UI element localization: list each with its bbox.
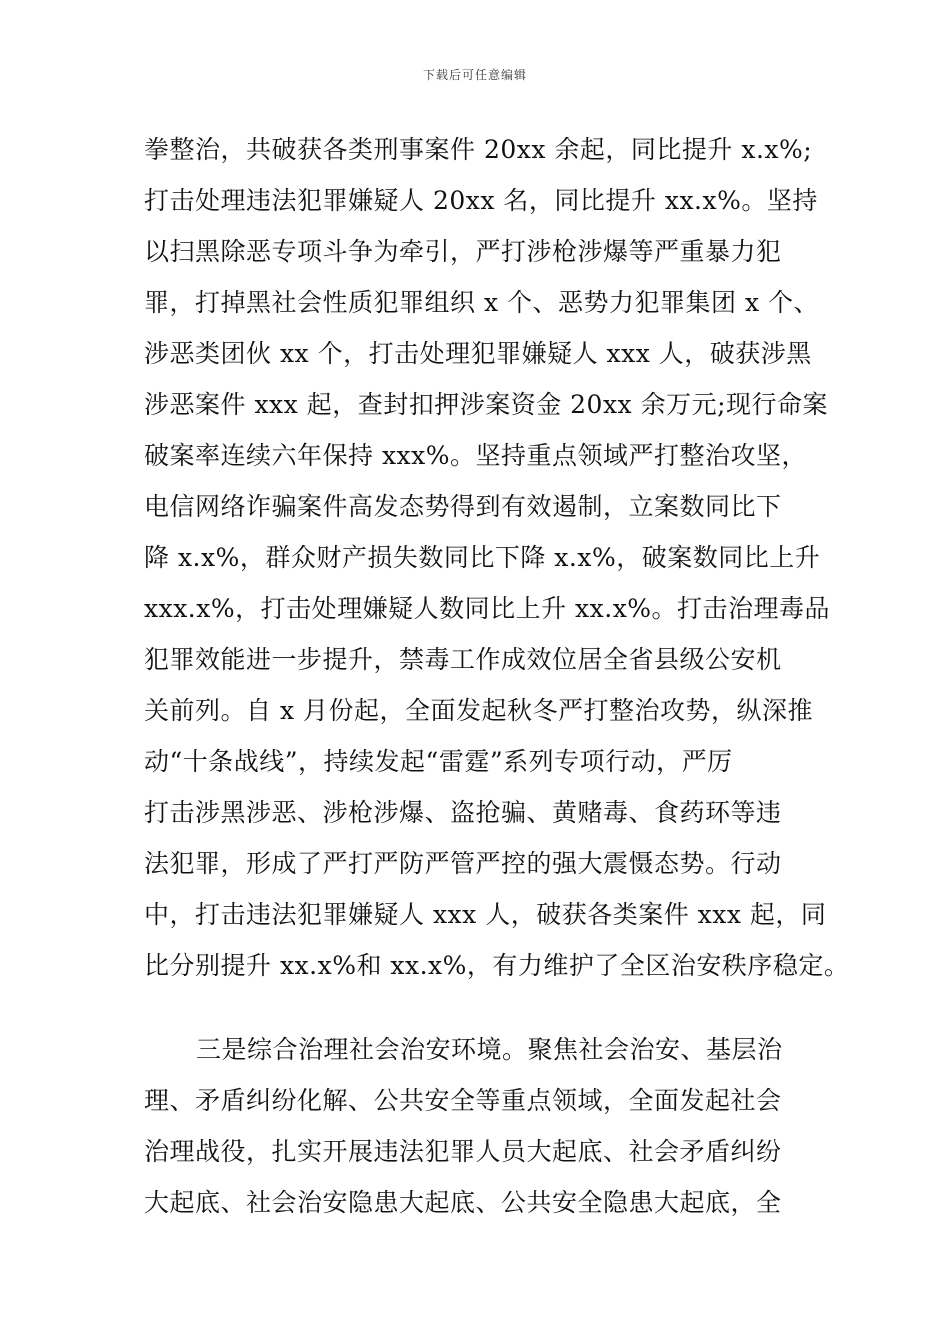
text-line: 治理战役，扎实开展违法犯罪人员大起底、社会矛盾纠纷 xyxy=(144,1137,782,1166)
text-line: 破案率连续六年保持 xxx%。坚持重点领域严打整治攻坚， xyxy=(144,441,808,470)
text-line: 降 x.x%，群众财产损失数同比下降 x.x%，破案数同比上升 xyxy=(144,543,821,572)
text-line: 打击处理违法犯罪嫌疑人 20xx 名，同比提升 xx.x%。坚持 xyxy=(144,186,818,215)
text-line: 涉恶案件 xxx 起，查封扣押涉案资金 20xx 余万元;现行命案 xyxy=(144,390,829,419)
text-line: 罪，打掉黑社会性质犯罪组织 x 个、恶势力犯罪集团 x 个、 xyxy=(144,288,819,317)
text-line: 犯罪效能进一步提升，禁毒工作成效位居全省县级公安机 xyxy=(144,645,782,674)
page-header-note: 下载后可任意编辑 xyxy=(422,68,527,82)
text-line: 理、矛盾纠纷化解、公共安全等重点领域，全面发起社会 xyxy=(144,1086,782,1115)
text-line: xxx.x%，打击处理嫌疑人数同比上升 xx.x%。打击治理毒品 xyxy=(144,594,831,623)
text-line: 涉恶类团伙 xx 个，打击处理犯罪嫌疑人 xxx 人，破获涉黑 xyxy=(144,339,812,368)
text-line: 关前列。自 x 月份起，全面发起秋冬严打整治攻势，纵深推 xyxy=(144,696,813,725)
body-paragraph xyxy=(144,1024,810,1228)
text-line: 电信网络诈骗案件高发态势得到有效遏制，立案数同比下 xyxy=(144,492,782,521)
text-line: 比分别提升 xx.x%和 xx.x%，有力维护了全区治安秩序稳定。 xyxy=(144,951,850,980)
text-line: 动“十条战线”，持续发起“雷霆”系列专项行动，严厉 xyxy=(144,747,733,776)
text-line: 打击涉黑涉恶、涉枪涉爆、盗抢骗、黄赌毒、食药环等违 xyxy=(144,798,782,827)
body-paragraph xyxy=(144,124,850,991)
text-line: 三是综合治理社会治安环境。聚焦社会治安、基层治 xyxy=(196,1035,783,1064)
text-line: 以扫黑除恶专项斗争为牵引，严打涉枪涉爆等严重暴力犯 xyxy=(144,237,782,266)
text-line: 中，打击违法犯罪嫌疑人 xxx 人，破获各类案件 xxx 起，同 xyxy=(144,900,827,929)
text-line: 拳整治，共破获各类刑事案件 20xx 余起，同比提升 x.x%; xyxy=(144,135,813,164)
text-line: 大起底、社会治安隐患大起底、公共安全隐患大起底，全 xyxy=(144,1188,782,1217)
text-line: 法犯罪，形成了严打严防严管严控的强大震慑态势。行动 xyxy=(144,849,782,878)
